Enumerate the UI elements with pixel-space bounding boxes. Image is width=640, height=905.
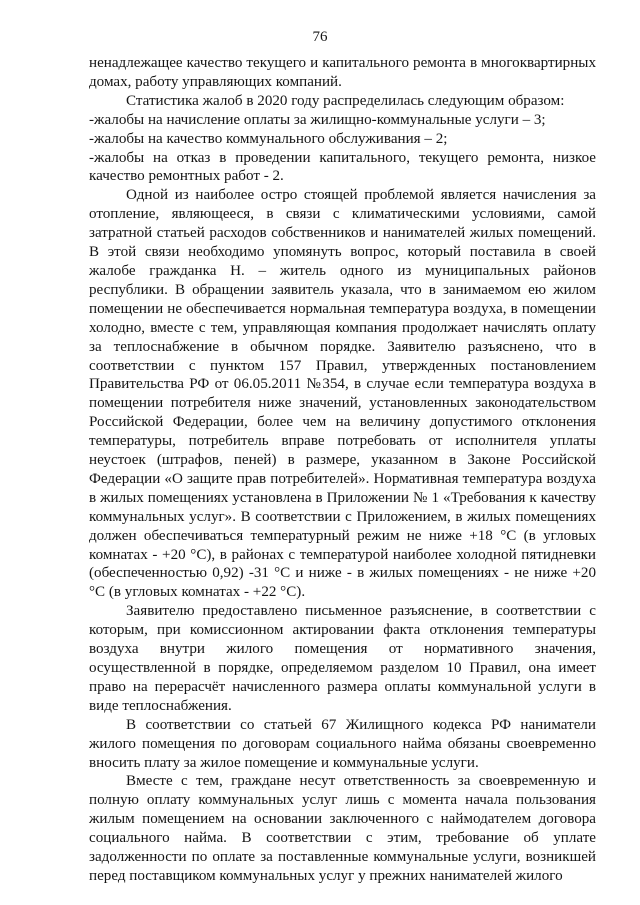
paragraph-housing-code: В соответствии со статьей 67 Жилищного кодекса РФ наниматели жилого помещения по договорам социального найма обязаны своевременно вносить плату за жилое помещение и коммунальные услуги. bbox=[89, 716, 596, 771]
list-item-service-quality-complaints: -жалобы на качество коммунального обслуживания – 2; bbox=[89, 130, 448, 147]
paragraph-written-explanation: Заявителю предоставлено письменное разъяснение, в соответствии с которым, при комиссионном актировании факта отклонения температуры воздуха внутри жилого помещения от нормативного значения, осуществленной в порядке, определяемом разделом 10 Правил, она имеет право на перерасчёт начисленного размера оплаты коммунальной услуги в виде теплоснабжения. bbox=[89, 603, 596, 714]
list-item-repair-complaints: -жалобы на отказ в проведении капитального, текущего ремонта, низкое качество ремонтных работ - 2. bbox=[89, 149, 596, 185]
paragraph-heating-charges: Одной из наиболее остро стоящей проблемой является начисления за отопление, являющееся, в связи с климатическими условиями, самой затратной статьей расходов собственников и нанимателей жилых помещений. В этой связи необходимо упомянуть вопрос, который поставила в своей жалобе гражданка Н. – житель одного из муниципальных районов республики. В обращении заявитель указала, что в занимаемом ею жилом помещении не обеспечивается нормальная температура воздуха, в помещении холодно, вместе с тем, управляющая компания продолжает начислять оплату за теплоснабжение в обычном порядке. Заявителю разъяснено, что в соответствии с пунктом 157 Правил, утвержденных постановлением Правительства РФ от 06.05.2011 №354, в случае если температура воздуха в помещении потребителя ниже значений, установленных законодательством Российской Федерации, более чем на величину допустимого отклонения температуры, потребитель вправе потребовать от исполнителя уплаты неустоек (штрафов, пеней) в размере, указанном в Законе Российской Федерации «О защите прав потребителей». Нормативная температура воздуха в жилых помещениях установлена в Приложении № 1 «Требования к качеству коммунальных услуг». В соответствии с Приложением, в жилых помещениях должен обеспечиваться температурный режим не ниже +18 °C (в угловых комнатах - +20 °C), в районах с температурой наиболее холодной пятидневки (обеспеченностью 0,92) -31 °C и ниже - в жилых помещениях - не ниже +20 °C (в угловых комнатах - +22 °C). bbox=[89, 187, 596, 601]
body-text bbox=[89, 54, 596, 886]
list-item-billing-complaints: -жалобы на начисление оплаты за жилищно-коммунальные услуги – 3; bbox=[89, 111, 546, 128]
paragraph-tenant-liability: Вместе с тем, граждане несут ответственность за своевременную и полную оплату коммунальных услуг лишь с момента начала пользования жилым помещением на основании заключенного с наймодателем договора социального найма. В соответствии с этим, требование об уплате задолженности по оплате за поставленные коммунальные услуги, возникшей перед поставщиком коммунальных услуг у прежних нанимателей жилого bbox=[89, 773, 596, 884]
paragraph-continuation: ненадлежащее качество текущего и капитального ремонта в многоквартирных домах, работу управляющих компаний. bbox=[89, 55, 596, 90]
paragraph-statistics-intro: Статистика жалоб в 2020 году распределилась следующим образом: bbox=[126, 92, 565, 109]
page-number: 76 bbox=[312, 29, 328, 45]
